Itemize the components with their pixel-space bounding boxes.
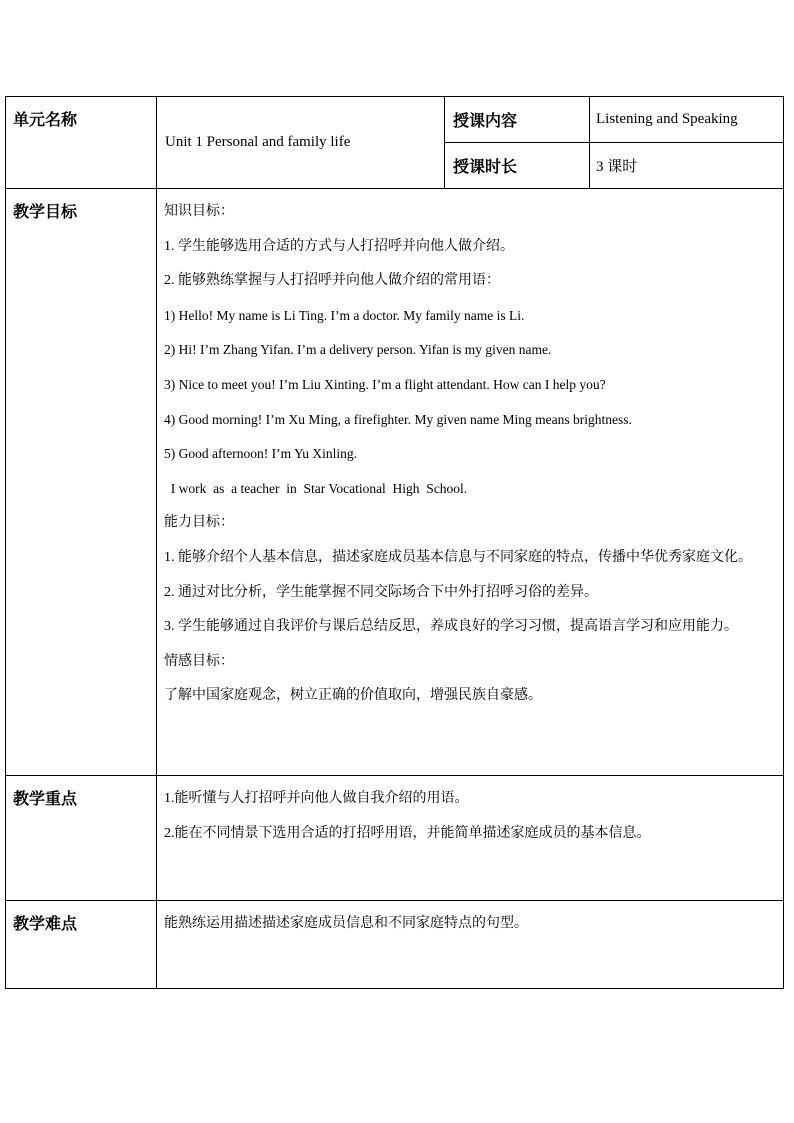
unit-name-value: Unit 1 Personal and family life: [157, 97, 445, 189]
objectives-row: [6, 189, 784, 776]
emotion-item: 了解中国家庭观念，树立正确的价值取向，增强民族自豪感。: [164, 688, 542, 704]
header-row-1: [6, 97, 784, 143]
knowledge-title: 知识目标：: [164, 204, 234, 219]
knowledge-item: 1. 学生能够选用合适的方式与人打招呼并向他人做介绍。: [164, 238, 514, 254]
ability-item: 2. 通过对比分析，学生能掌握不同交际场合下中外打招呼习俗的差异。: [164, 584, 598, 600]
duration-label: 授课时长: [445, 143, 590, 189]
emotion-title: 情感目标：: [164, 653, 234, 669]
key-points-content: [157, 776, 784, 901]
example-line: I work as a teacher in Star Vocational High School.: [164, 480, 468, 496]
content-label: 授课内容: [445, 97, 590, 143]
key-point-item: 2.能在不同情景下选用合适的打招呼用语，并能简单描述家庭成员的基本信息。: [164, 825, 651, 841]
ability-title: 能力目标：: [164, 515, 234, 531]
example-line: 2) Hi! I’m Zhang Yifan. I’m a delivery person. Yifan is my given name.: [164, 342, 552, 358]
objectives-content: [157, 189, 784, 776]
unit-name-label: 单元名称: [6, 97, 157, 189]
content-value: Listening and Speaking: [590, 97, 784, 143]
ability-item: 1. 能够介绍个人基本信息，描述家庭成员基本信息与不同家庭的特点，传播中华优秀家庭文化。: [164, 549, 752, 565]
example-line: 1) Hello! My name is Li Ting. I’m a doctor. My family name is Li.: [164, 307, 525, 323]
difficulties-label: 教学难点: [6, 901, 157, 989]
ability-item: 3. 学生能够通过自我评价与课后总结反思，养成良好的学习习惯，提高语言学习和应用能力。: [164, 619, 738, 635]
example-line: 3) Nice to meet you! I’m Liu Xinting. I’m a flight attendant. How can I help you?: [164, 376, 606, 392]
objectives-label: 教学目标: [6, 189, 157, 776]
knowledge-item: 2. 能够熟练掌握与人打招呼并向他人做介绍的常用语：: [164, 273, 500, 289]
example-line: 5) Good afternoon! I’m Yu Xinling.: [164, 446, 357, 462]
key-points-label: 教学重点: [6, 776, 157, 901]
difficulties-content: [157, 901, 784, 989]
key-point-item: 1.能听懂与人打招呼并向他人做自我介绍的用语。: [164, 791, 469, 806]
duration-value: 3 课时: [590, 143, 784, 189]
key-points-row: [6, 776, 784, 901]
example-line: 4) Good morning! I’m Xu Ming, a firefighter. My given name Ming means brightness.: [164, 411, 632, 427]
difficulties-row: [6, 901, 784, 989]
lesson-plan-table: [5, 96, 784, 989]
difficulty-item: 能熟练运用描述描述家庭成员信息和不同家庭特点的句型。: [164, 916, 528, 931]
